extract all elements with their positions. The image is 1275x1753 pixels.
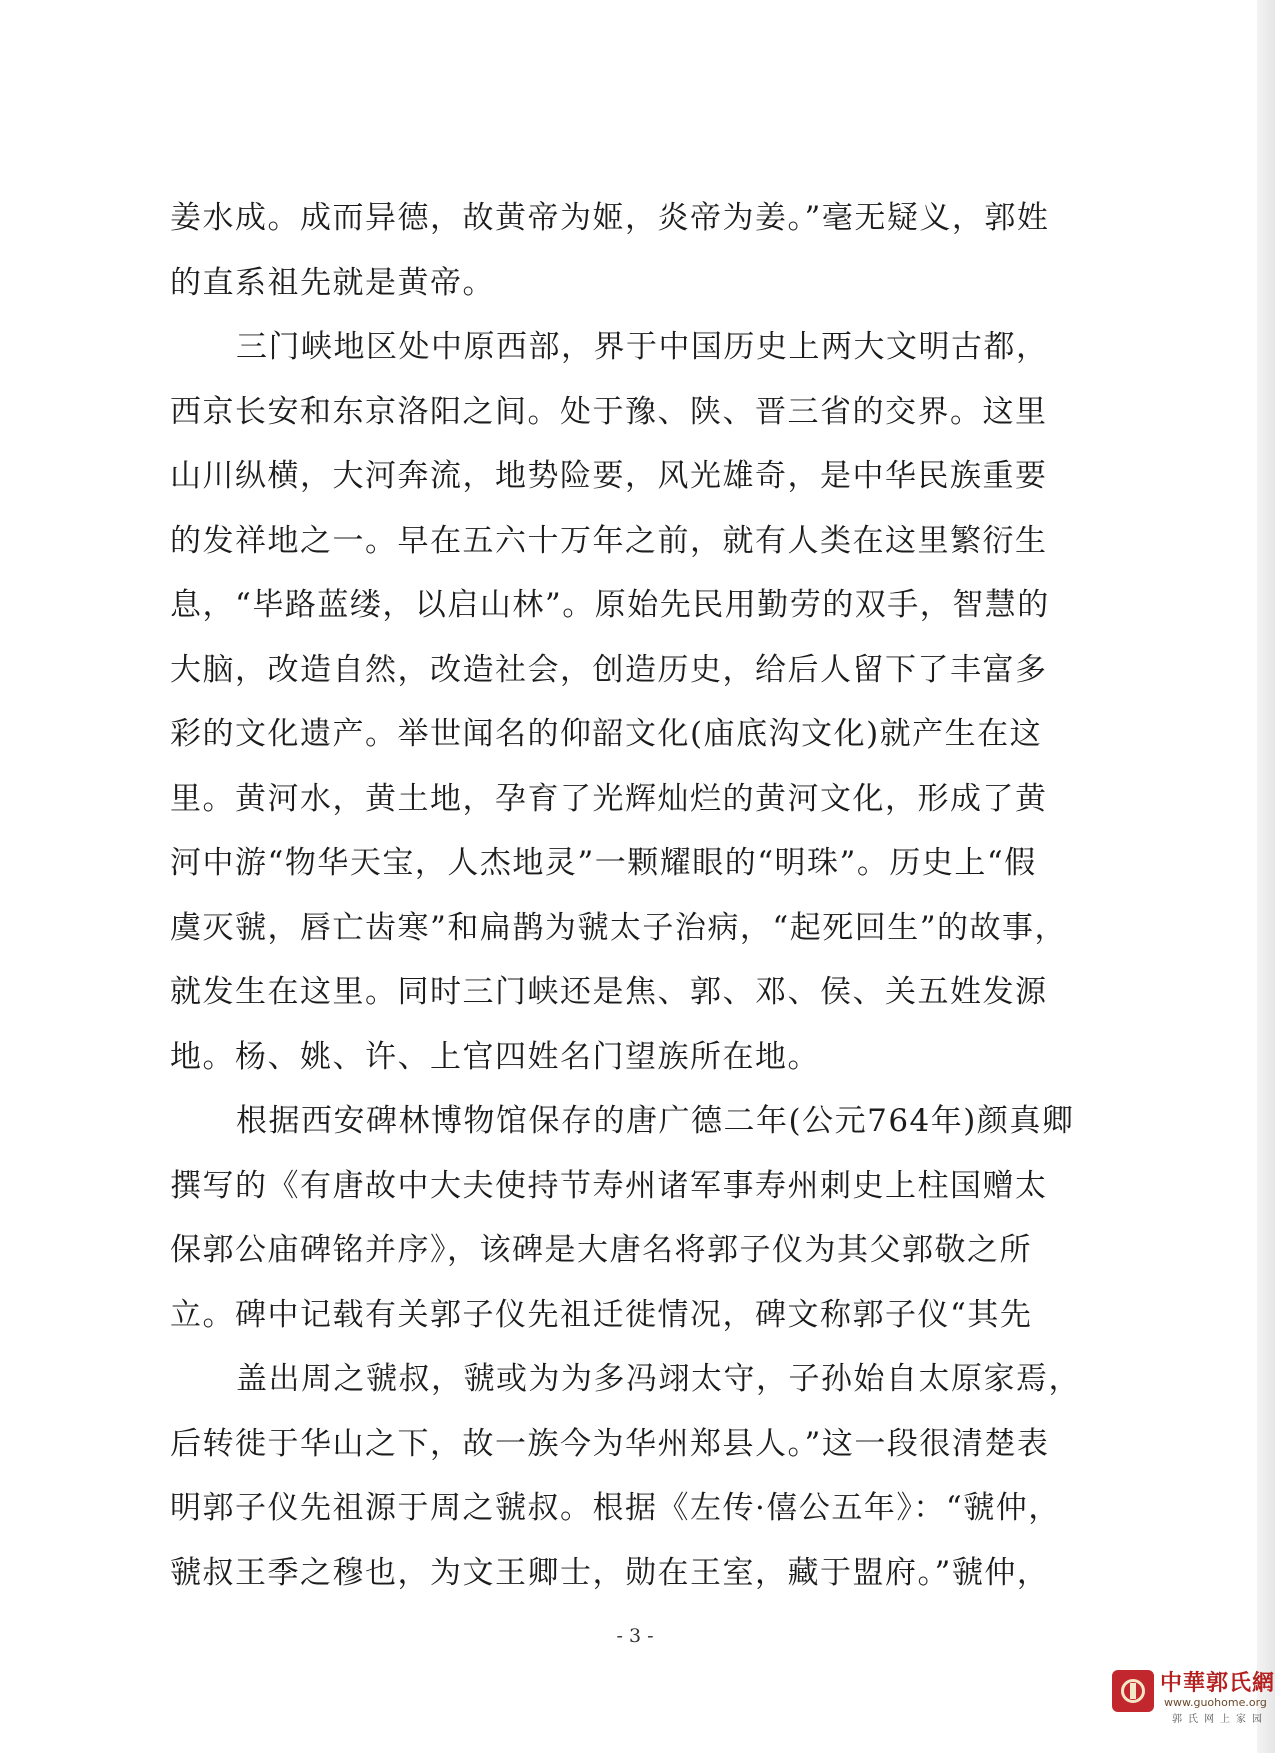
watermark-title: 中華郭氏網 bbox=[1160, 1670, 1275, 1696]
watermark-url: www.guohome.org bbox=[1164, 1696, 1267, 1709]
paragraph-start-line: 根据西安碑林博物馆保存的唐广德二年(公元764年)颜真卿 bbox=[236, 1103, 1075, 1139]
text-line: 息，“毕路蓝缕，以启山林”。原始先民用勤劳的双手，智慧的 bbox=[170, 587, 1050, 623]
document-body bbox=[170, 186, 1095, 1605]
page-number: - 3 - bbox=[616, 1625, 654, 1647]
text-line: 后转徙于华山之下，故一族今为华州郑县人。”这一段很清楚表 bbox=[170, 1425, 1050, 1462]
text-line: 山川纵横，大河奔流，地势险要，风光雄奇，是中华民族重要 bbox=[170, 458, 1048, 494]
text-line: 姜水成。成而异德，故黄帝为姬，炎帝为姜。”毫无疑义，郭姓 bbox=[170, 200, 1050, 236]
site-watermark bbox=[1112, 1666, 1274, 1750]
text-line: 虞灭虢，唇亡齿寒”和扁鹊为虢太子治病，“起死回生”的故事， bbox=[170, 909, 1068, 946]
paragraph-start-line: 盖出周之虢叔，虢或为为多冯翊太守，子孙始自太原家焉， bbox=[236, 1361, 1081, 1397]
watermark-slogan: 郭氏网上家园 bbox=[1172, 1714, 1268, 1725]
text-line: 大脑，改造自然，改造社会，创造历史，给后人留下了丰富多 bbox=[170, 651, 1048, 688]
text-line: 保郭公庙碑铭并序》，该碑是大唐名将郭子仪为其父郭敬之所 bbox=[170, 1232, 1032, 1268]
text-line: 虢叔王季之穆也，为文王卿士，勋在王室，藏于盟府。”虢仲， bbox=[170, 1554, 1050, 1591]
text-line: 西京长安和东京洛阳之间。处于豫、陕、晋三省的交界。这里 bbox=[170, 393, 1048, 430]
text-line: 就发生在这里。同时三门峡还是焦、郭、邓、侯、关五姓发源 bbox=[170, 974, 1048, 1010]
text-line: 河中游“物华天宝，人杰地灵”一颗耀眼的“明珠”。历史上“假 bbox=[170, 845, 1037, 881]
scan-page-edge bbox=[1257, 0, 1275, 1753]
text-line: 地。杨、姚、许、上官四姓名门望族所在地。 bbox=[170, 1038, 820, 1075]
text-line: 的发祥地之一。早在五六十万年之前，就有人类在这里繁衍生 bbox=[170, 522, 1048, 559]
text-line: 撰写的《有唐故中大夫使持节寿州诸军事寿州刺史上柱国赠太 bbox=[170, 1167, 1048, 1204]
guo-logo-icon bbox=[1112, 1670, 1154, 1712]
text-line: 明郭子仪先祖源于周之虢叔。根据《左传·僖公五年》：“虢仲， bbox=[170, 1490, 1061, 1526]
text-line: 的直系祖先就是黄帝。 bbox=[170, 264, 495, 301]
text-line: 立。碑中记载有关郭子仪先祖迁徙情况，碑文称郭子仪“其先 bbox=[170, 1296, 1033, 1333]
paragraph-start-line: 三门峡地区处中原西部，界于中国历史上两大文明古都， bbox=[236, 329, 1049, 365]
text-line: 彩的文化遗产。举世闻名的仰韶文化(庙底沟文化)就产生在这 bbox=[170, 716, 1043, 752]
text-line: 里。黄河水，黄土地，孕育了光辉灿烂的黄河文化，形成了黄 bbox=[170, 780, 1048, 817]
